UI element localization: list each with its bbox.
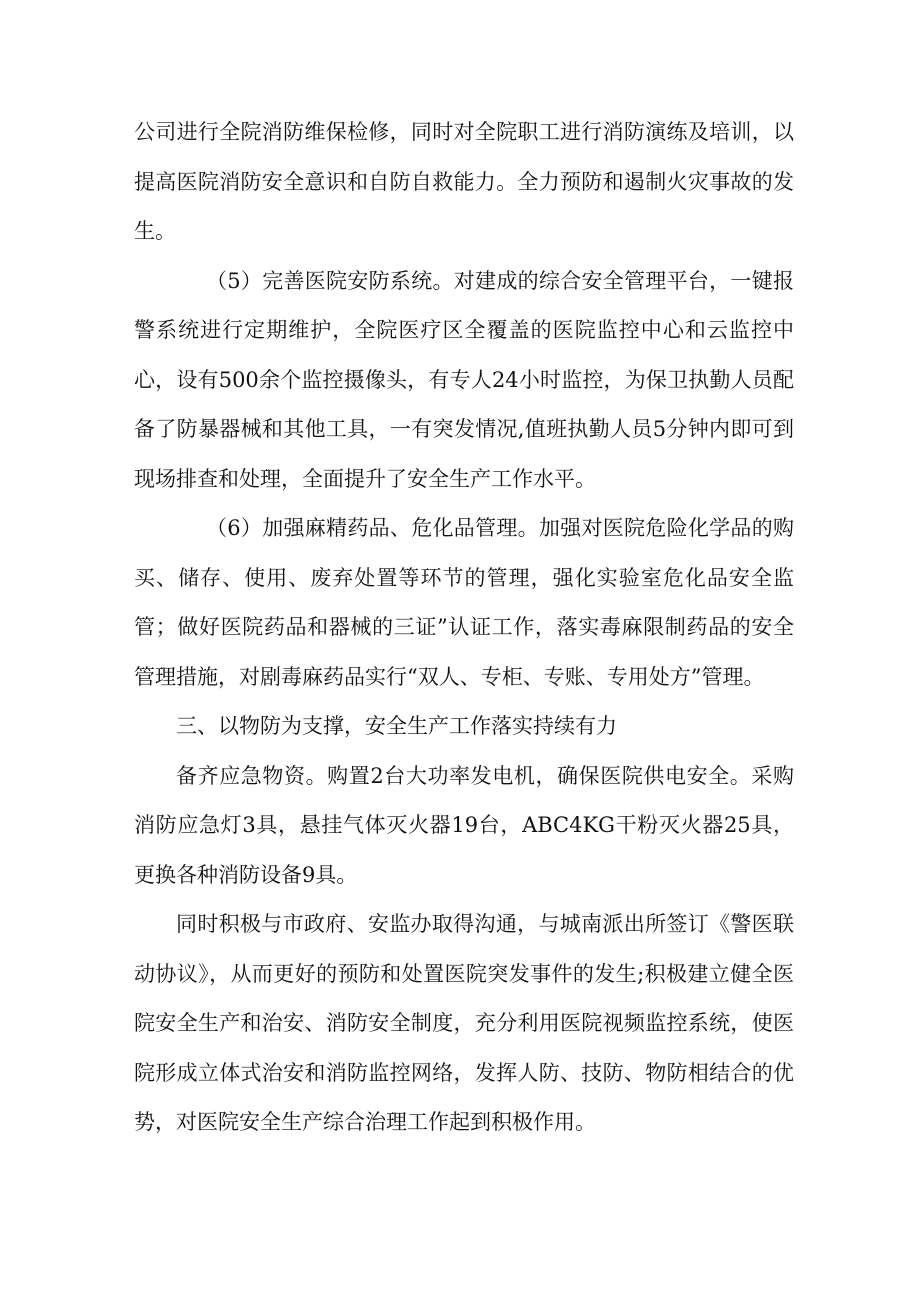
paragraph-continuation: 公司进行全院消防维保检修，同时对全院职工进行消防演练及培训，以提高医院消防安全意识和自防自救能力。全力预防和遏制火灾事故的发生。: [134, 120, 794, 243]
section-heading: 三、以物防为支撑，安全生产工作落实持续有力: [176, 714, 617, 738]
paragraph-emergency-supplies: 备齐应急物资。购置2台大功率发电机，确保医院供电安全。采购消防应急灯3具，悬挂气体灭火器19台，ABC4KG干粉灭火器25具，更换各种消防设备9具。: [134, 763, 794, 887]
paragraph-security-system: （5）完善医院安防系统。对建成的综合安全管理平台，一键报警系统进行定期维护，全院医疗区全覆盖的医院监控中心和云监控中心，设有500余个监控摄像头，有专人24小时监控，为保卫执勤人员配备了防暴器械和其他工具，一有突发情况,值班执勤人员5分钟内即可到现场排查和处理，全面提升了安全生产工作水平。: [134, 268, 794, 491]
paragraph-coordination: 同时积极与市政府、安监办取得沟通，与城南派出所签订《警医联动协议》，从而更好的预防和处置医院突发事件的发生;积极建立健全医院安全生产和治安、消防安全制度，充分利用医院视频监控系统，使医院形成立体式治安和消防监控网络，发挥人防、技防、物防相结合的优势，对医院安全生产综合治理工作起到积极作用。: [134, 912, 794, 1134]
document-body: [134, 108, 794, 1148]
paragraph-drug-management: （6）加强麻精药品、危化品管理。加强对医院危险化学品的购买、储存、使用、废弃处置等环节的管理，强化实验室危化品安全监管；做好医院药品和器械的三证”认证工作，落实毒麻限制药品的安全管理措施，对剧毒麻药品实行“双人、专柜、专账、专用处方”管理。: [134, 516, 794, 689]
